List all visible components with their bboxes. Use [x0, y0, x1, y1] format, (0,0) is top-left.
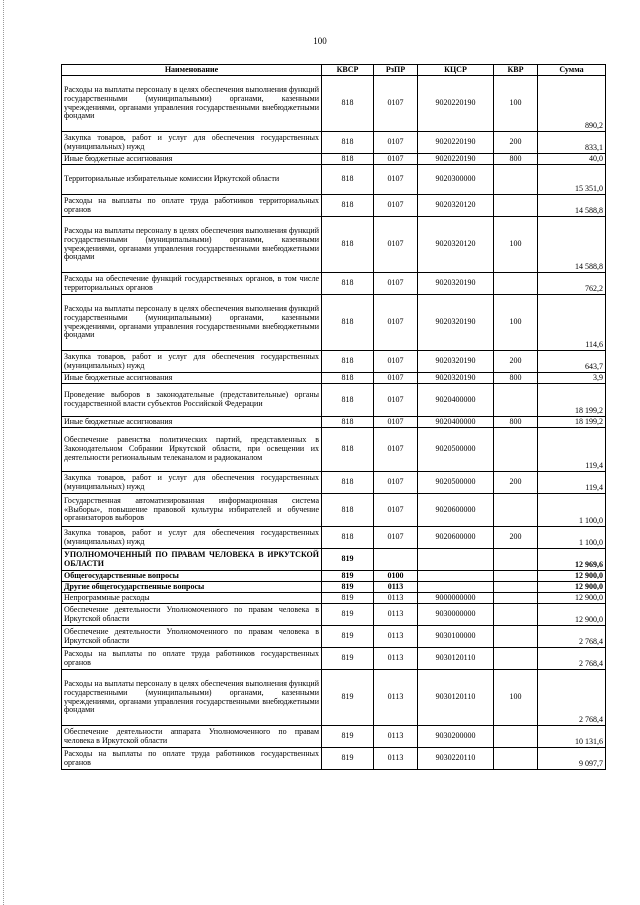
- cell-kvr: [494, 648, 538, 670]
- cell-kvr: 100: [494, 76, 538, 132]
- cell-rzpr: [374, 549, 418, 571]
- cell-kvr: [494, 549, 538, 571]
- header-kcsr: КЦСР: [418, 65, 494, 76]
- cell-name: Расходы на выплаты персоналу в целях обеспечения выполнения функций государственными (муниципальными) органами, казенными учреждениями, органами управления государственными внебюджетными фондами: [62, 217, 322, 273]
- cell-name: Иные бюджетные ассигнования: [62, 417, 322, 428]
- cell-kvsr: 818: [322, 373, 374, 384]
- cell-kvsr: 818: [322, 76, 374, 132]
- page-number: 100: [313, 36, 327, 46]
- cell-sum: 18 199,2: [538, 417, 606, 428]
- cell-sum: 114,6: [538, 295, 606, 351]
- cell-kcsr: 9030000000: [418, 604, 494, 626]
- cell-sum: 890,2: [538, 76, 606, 132]
- cell-kcsr: 9020400000: [418, 384, 494, 417]
- cell-rzpr: 0107: [374, 76, 418, 132]
- cell-kvr: 100: [494, 670, 538, 726]
- cell-sum: 14 588,8: [538, 217, 606, 273]
- cell-name: Закупка товаров, работ и услуг для обеспечения государственных (муниципальных) нужд: [62, 351, 322, 373]
- cell-kvsr: 819: [322, 549, 374, 571]
- cell-rzpr: 0107: [374, 472, 418, 494]
- header-name: Наименование: [62, 65, 322, 76]
- table-row: [62, 582, 606, 593]
- cell-kcsr: 9020600000: [418, 494, 494, 527]
- cell-sum: 9 097,7: [538, 748, 606, 770]
- cell-sum: 2 768,4: [538, 670, 606, 726]
- cell-kvsr: 819: [322, 670, 374, 726]
- cell-rzpr: 0107: [374, 417, 418, 428]
- cell-name: Обеспечение деятельности Уполномоченного по правам человека в Иркутской области: [62, 604, 322, 626]
- cell-kvr: [494, 494, 538, 527]
- table-row: [62, 748, 606, 770]
- cell-kcsr: 9020220190: [418, 76, 494, 132]
- cell-name: Другие общегосударственные вопросы: [62, 582, 322, 593]
- cell-name: Иные бюджетные ассигнования: [62, 373, 322, 384]
- table-row: [62, 217, 606, 273]
- table-row: [62, 154, 606, 165]
- cell-rzpr: 0113: [374, 726, 418, 748]
- cell-name: Территориальные избирательные комиссии Иркутской области: [62, 165, 322, 195]
- cell-kvsr: 818: [322, 428, 374, 472]
- cell-rzpr: 0107: [374, 384, 418, 417]
- cell-kvsr: 818: [322, 417, 374, 428]
- cell-rzpr: 0107: [374, 195, 418, 217]
- header-rzpr: РзПР: [374, 65, 418, 76]
- cell-kcsr: 9030120110: [418, 670, 494, 726]
- table-row: [62, 76, 606, 132]
- cell-kvsr: 818: [322, 295, 374, 351]
- cell-sum: 12 900,0: [538, 604, 606, 626]
- cell-kvsr: 818: [322, 472, 374, 494]
- table-row: [62, 593, 606, 604]
- table-row: [62, 417, 606, 428]
- cell-kvr: 100: [494, 217, 538, 273]
- cell-sum: 643,7: [538, 351, 606, 373]
- cell-kvsr: 819: [322, 593, 374, 604]
- cell-kcsr: 9020320120: [418, 217, 494, 273]
- cell-kcsr: 9020400000: [418, 417, 494, 428]
- cell-kvsr: 819: [322, 571, 374, 582]
- scan-edge-marks: [3, 0, 6, 905]
- cell-kcsr: 9020600000: [418, 527, 494, 549]
- cell-kcsr: [418, 549, 494, 571]
- cell-kvsr: 818: [322, 351, 374, 373]
- cell-sum: 1 100,0: [538, 527, 606, 549]
- cell-kcsr: [418, 571, 494, 582]
- table-row: [62, 384, 606, 417]
- cell-kvr: [494, 626, 538, 648]
- cell-kvsr: 818: [322, 165, 374, 195]
- cell-kvr: 200: [494, 527, 538, 549]
- table-row: [62, 273, 606, 295]
- cell-name: Общегосударственные вопросы: [62, 571, 322, 582]
- cell-sum: 762,2: [538, 273, 606, 295]
- table-row: [62, 295, 606, 351]
- cell-kcsr: 9020320190: [418, 273, 494, 295]
- cell-rzpr: 0113: [374, 582, 418, 593]
- cell-kvr: [494, 748, 538, 770]
- cell-name: Расходы на выплаты персоналу в целях обеспечения выполнения функций государственными (муниципальными) органами, казенными учреждениями, органами управления государственными внебюджетными фондами: [62, 670, 322, 726]
- cell-kvr: 200: [494, 132, 538, 154]
- cell-kcsr: 9020220190: [418, 154, 494, 165]
- cell-rzpr: 0113: [374, 626, 418, 648]
- cell-rzpr: 0107: [374, 494, 418, 527]
- cell-kcsr: 9020320190: [418, 295, 494, 351]
- cell-kvsr: 818: [322, 494, 374, 527]
- cell-rzpr: 0107: [374, 428, 418, 472]
- cell-kcsr: 9020320190: [418, 373, 494, 384]
- table-row: [62, 373, 606, 384]
- cell-kvr: 100: [494, 295, 538, 351]
- table-row: [62, 726, 606, 748]
- cell-name: Обеспечение деятельности Уполномоченного по правам человека в Иркутской области: [62, 626, 322, 648]
- cell-kvr: [494, 428, 538, 472]
- table-row: [62, 527, 606, 549]
- cell-kvsr: 818: [322, 195, 374, 217]
- cell-rzpr: 0107: [374, 373, 418, 384]
- cell-sum: 119,4: [538, 428, 606, 472]
- cell-kvr: 800: [494, 154, 538, 165]
- cell-kvsr: 818: [322, 154, 374, 165]
- cell-kcsr: 9030120110: [418, 648, 494, 670]
- cell-name: Проведение выборов в законодательные (представительные) органы государственной власти субъектов Российской Федерации: [62, 384, 322, 417]
- cell-kcsr: [418, 582, 494, 593]
- table-row: [62, 571, 606, 582]
- cell-kvsr: 819: [322, 748, 374, 770]
- cell-sum: 12 900,0: [538, 582, 606, 593]
- cell-name: Закупка товаров, работ и услуг для обеспечения государственных (муниципальных) нужд: [62, 132, 322, 154]
- cell-name: Иные бюджетные ассигнования: [62, 154, 322, 165]
- cell-rzpr: 0107: [374, 273, 418, 295]
- cell-kvsr: 819: [322, 648, 374, 670]
- cell-name: Обеспечение деятельности аппарата Уполномоченного по правам человека в Иркутской области: [62, 726, 322, 748]
- cell-name: Обеспечение равенства политических партий, представленных в Законодательном Собрании Иркутской области, при освещении их деятельности региональным телеканалом и радиоканалом: [62, 428, 322, 472]
- cell-sum: 14 588,8: [538, 195, 606, 217]
- table-row: [62, 132, 606, 154]
- cell-name: УПОЛНОМОЧЕННЫЙ ПО ПРАВАМ ЧЕЛОВЕКА В ИРКУТСКОЙ ОБЛАСТИ: [62, 549, 322, 571]
- cell-kvr: 200: [494, 472, 538, 494]
- cell-name: Расходы на выплаты по оплате труда работников государственных органов: [62, 648, 322, 670]
- cell-kvsr: 819: [322, 626, 374, 648]
- cell-kcsr: 9000000000: [418, 593, 494, 604]
- cell-name: Закупка товаров, работ и услуг для обеспечения государственных (муниципальных) нужд: [62, 472, 322, 494]
- cell-sum: 40,0: [538, 154, 606, 165]
- cell-rzpr: 0100: [374, 571, 418, 582]
- cell-kvr: [494, 593, 538, 604]
- cell-name: Расходы на выплаты по оплате труда работников территориальных органов: [62, 195, 322, 217]
- header-kvsr: КВСР: [322, 65, 374, 76]
- cell-rzpr: 0113: [374, 670, 418, 726]
- cell-sum: 119,4: [538, 472, 606, 494]
- cell-kcsr: 9020220190: [418, 132, 494, 154]
- cell-rzpr: 0107: [374, 295, 418, 351]
- cell-kcsr: 9020320120: [418, 195, 494, 217]
- cell-kvr: [494, 604, 538, 626]
- cell-kvsr: 818: [322, 273, 374, 295]
- cell-kcsr: 9020320190: [418, 351, 494, 373]
- cell-kcsr: 9030220110: [418, 748, 494, 770]
- cell-name: Закупка товаров, работ и услуг для обеспечения государственных (муниципальных) нужд: [62, 527, 322, 549]
- table-row: [62, 549, 606, 571]
- cell-name: Государственная автоматизированная информационная система «Выборы», повышение правовой культуры избирателей и обучение организаторов выборов: [62, 494, 322, 527]
- cell-kvsr: 818: [322, 217, 374, 273]
- cell-kvsr: 819: [322, 604, 374, 626]
- table-row: [62, 472, 606, 494]
- cell-sum: 18 199,2: [538, 384, 606, 417]
- cell-name: Расходы на выплаты персоналу в целях обеспечения выполнения функций государственными (муниципальными) органами, казенными учреждениями, органами управления государственными внебюджетными фондами: [62, 295, 322, 351]
- table-row: [62, 626, 606, 648]
- cell-rzpr: 0113: [374, 648, 418, 670]
- cell-rzpr: 0113: [374, 593, 418, 604]
- cell-sum: 3,9: [538, 373, 606, 384]
- cell-kvr: [494, 582, 538, 593]
- cell-kvr: 800: [494, 417, 538, 428]
- cell-name: Расходы на обеспечение функций государственных органов, в том числе территориальных органов: [62, 273, 322, 295]
- cell-kcsr: 9030100000: [418, 626, 494, 648]
- cell-kvsr: 818: [322, 527, 374, 549]
- cell-kvr: [494, 165, 538, 195]
- header-kvr: КВР: [494, 65, 538, 76]
- cell-rzpr: 0107: [374, 527, 418, 549]
- cell-kvr: [494, 384, 538, 417]
- table-row: [62, 428, 606, 472]
- cell-kvr: [494, 726, 538, 748]
- cell-sum: 15 351,0: [538, 165, 606, 195]
- cell-rzpr: 0113: [374, 748, 418, 770]
- budget-table: [61, 64, 606, 770]
- cell-sum: 12 969,6: [538, 549, 606, 571]
- cell-kcsr: 9030200000: [418, 726, 494, 748]
- cell-kvr: 800: [494, 373, 538, 384]
- cell-kvsr: 818: [322, 384, 374, 417]
- cell-kvr: [494, 195, 538, 217]
- cell-kcsr: 9020300000: [418, 165, 494, 195]
- table-row: [62, 670, 606, 726]
- cell-kvr: [494, 273, 538, 295]
- cell-sum: 2 768,4: [538, 626, 606, 648]
- cell-rzpr: 0113: [374, 604, 418, 626]
- table-row: [62, 165, 606, 195]
- cell-rzpr: 0107: [374, 217, 418, 273]
- table-body: [62, 76, 606, 770]
- cell-rzpr: 0107: [374, 165, 418, 195]
- table-row: [62, 195, 606, 217]
- table-header-row: [62, 65, 606, 76]
- cell-kvsr: 819: [322, 582, 374, 593]
- cell-kcsr: 9020500000: [418, 428, 494, 472]
- cell-rzpr: 0107: [374, 351, 418, 373]
- cell-sum: 2 768,4: [538, 648, 606, 670]
- cell-kvsr: 818: [322, 132, 374, 154]
- cell-rzpr: 0107: [374, 132, 418, 154]
- cell-rzpr: 0107: [374, 154, 418, 165]
- cell-kvr: 200: [494, 351, 538, 373]
- cell-name: Расходы на выплаты персоналу в целях обеспечения выполнения функций государственными (муниципальными) органами, казенными учреждениями, органами управления государственными внебюджетными фондами: [62, 76, 322, 132]
- header-sum: Сумма: [538, 65, 606, 76]
- cell-sum: 833,1: [538, 132, 606, 154]
- cell-sum: 1 100,0: [538, 494, 606, 527]
- cell-sum: 10 131,6: [538, 726, 606, 748]
- cell-kcsr: 9020500000: [418, 472, 494, 494]
- cell-name: Непрограммные расходы: [62, 593, 322, 604]
- cell-sum: 12 900,0: [538, 571, 606, 582]
- cell-name: Расходы на выплаты по оплате труда работников государственных органов: [62, 748, 322, 770]
- table-row: [62, 648, 606, 670]
- table-row: [62, 351, 606, 373]
- table-row: [62, 494, 606, 527]
- cell-sum: 12 900,0: [538, 593, 606, 604]
- cell-kvsr: 819: [322, 726, 374, 748]
- table-row: [62, 604, 606, 626]
- cell-kvr: [494, 571, 538, 582]
